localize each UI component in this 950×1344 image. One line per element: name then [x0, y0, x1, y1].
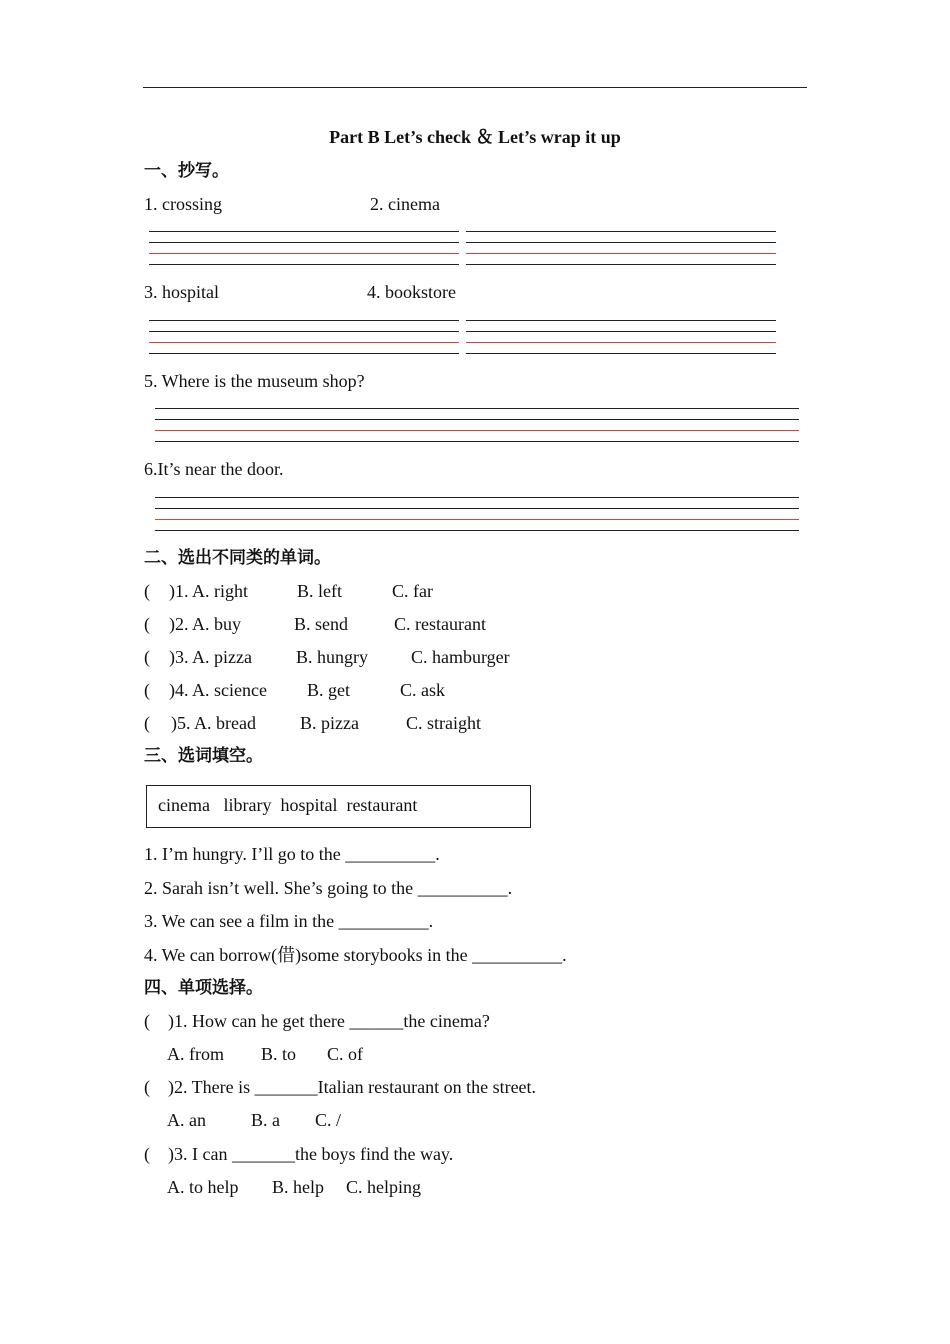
header-rule: [143, 87, 807, 88]
copy-sentence-5: 5. Where is the museum shop?: [144, 371, 365, 391]
answer-paren[interactable]: (: [144, 614, 150, 634]
choice-b: B. help: [272, 1177, 324, 1197]
choice-a: A. to help: [167, 1177, 239, 1197]
option-c: C. straight: [406, 713, 481, 733]
answer-paren[interactable]: (: [144, 680, 150, 700]
choice-a: A. an: [167, 1110, 206, 1130]
option-b: B. send: [294, 614, 348, 634]
choice-c: C. helping: [346, 1177, 421, 1197]
option-a: )5. A. bread: [171, 713, 256, 733]
option-a: )2. A. buy: [169, 614, 241, 634]
choice-c: C. /: [315, 1110, 342, 1130]
copy-sentence-6: 6.It’s near the door.: [144, 459, 284, 479]
choice-question[interactable]: ( )1. How can he get there ______the cinema?: [144, 1011, 490, 1031]
choice-b: B. a: [251, 1110, 280, 1130]
word-bank-box: [146, 785, 531, 828]
option-c: C. restaurant: [394, 614, 486, 634]
word-bank-words: cinema library hospital restaurant: [158, 795, 418, 815]
copy-word-3: 3. hospital: [144, 282, 219, 302]
option-c: C. ask: [400, 680, 445, 700]
choice-a: A. from: [167, 1044, 224, 1064]
fill-blank-3[interactable]: 3. We can see a film in the __________.: [144, 911, 434, 931]
choice-c: C. of: [327, 1044, 363, 1064]
choice-question[interactable]: ( )3. I can _______the boys find the way.: [144, 1144, 454, 1164]
option-b: B. hungry: [296, 647, 368, 667]
option-b: B. pizza: [300, 713, 359, 733]
option-b: B. left: [297, 581, 342, 601]
option-b: B. get: [307, 680, 350, 700]
copy-word-4: 4. bookstore: [367, 282, 456, 302]
option-a: )1. A. right: [169, 581, 248, 601]
section4-heading: 四、单项选择。: [144, 978, 263, 998]
section3-heading: 三、选词填空。: [144, 746, 263, 766]
option-a: )3. A. pizza: [169, 647, 252, 667]
option-c: C. hamburger: [411, 647, 510, 667]
choice-question[interactable]: ( )2. There is _______Italian restaurant on the street.: [144, 1077, 537, 1097]
copy-word-2: 2. cinema: [370, 194, 440, 214]
fill-blank-2[interactable]: 2. Sarah isn’t well. She’s going to the __________.: [144, 878, 513, 898]
option-c: C. far: [392, 581, 433, 601]
answer-paren[interactable]: (: [144, 647, 150, 667]
option-a: )4. A. science: [169, 680, 267, 700]
copy-word-1: 1. crossing: [144, 194, 222, 214]
section2-heading: 二、选出不同类的单词。: [144, 548, 331, 568]
section1-heading: 一、抄写。: [144, 161, 229, 181]
fill-blank-4[interactable]: 4. We can borrow(借)some storybooks in the __________.: [144, 945, 567, 965]
fill-blank-1[interactable]: 1. I’m hungry. I’ll go to the __________.: [144, 844, 440, 864]
choice-b: B. to: [261, 1044, 297, 1064]
answer-paren[interactable]: (: [144, 581, 150, 601]
page-title: Part B Let’s check ＆ Let’s wrap it up: [329, 127, 621, 147]
answer-paren[interactable]: (: [144, 713, 150, 733]
